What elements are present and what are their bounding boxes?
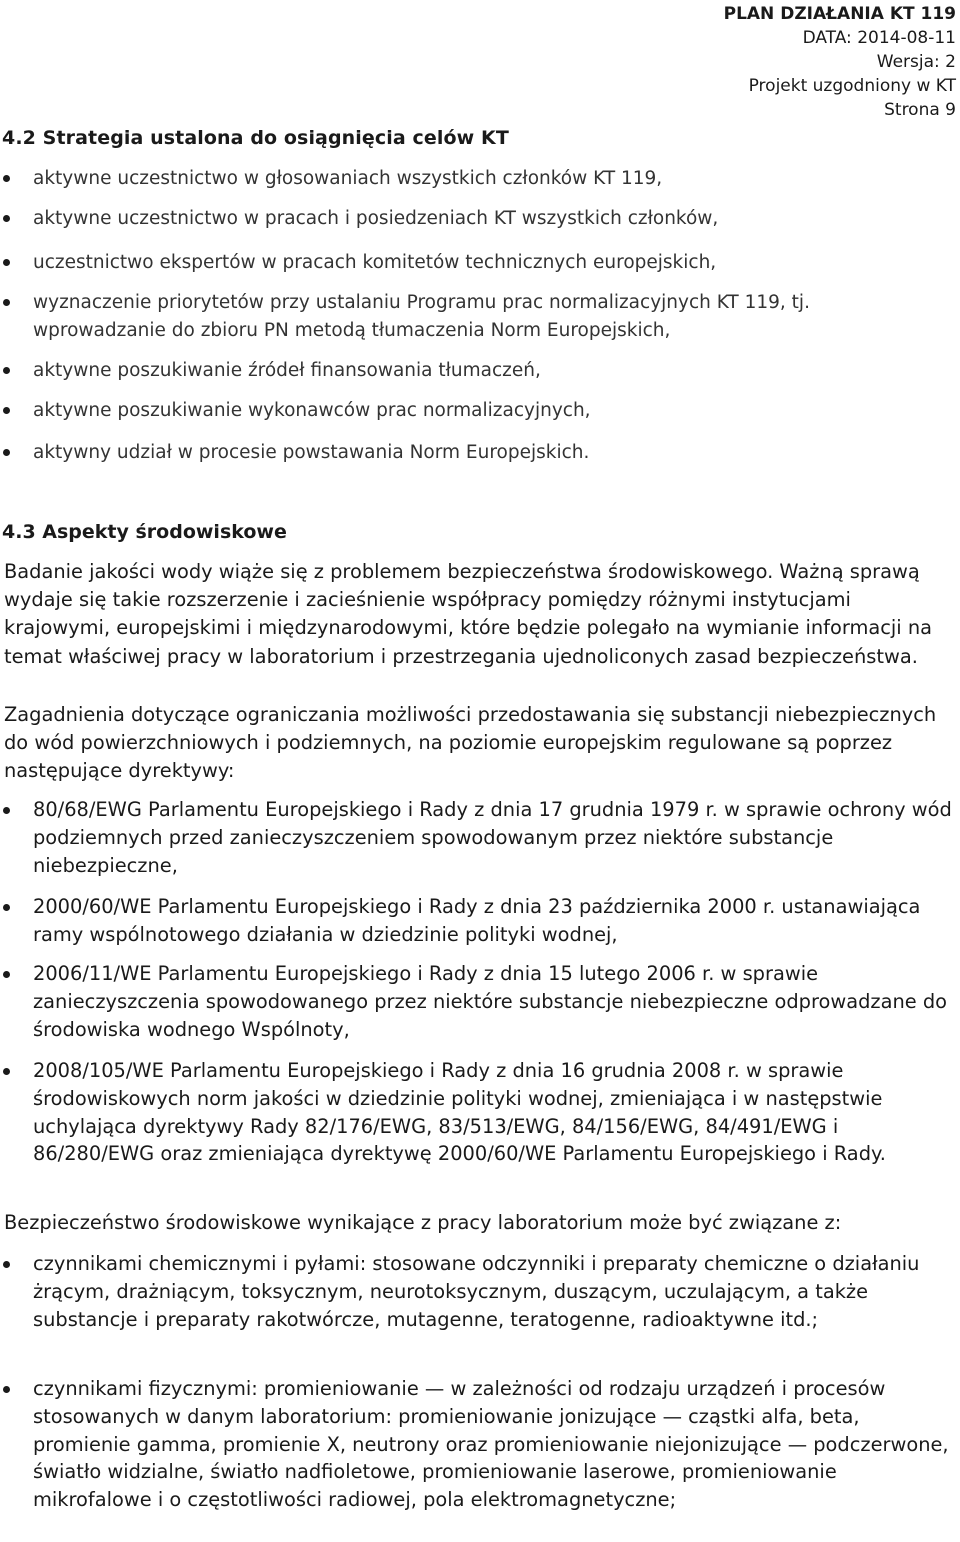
bullet-icon <box>3 1261 10 1268</box>
bullet-icon <box>3 904 10 911</box>
list-item: 80/68/EWG Parlamentu Europejskiego i Rady z dnia 17 grudnia 1979 r. w sprawie ochrony wód podziemnych przed zanieczyszczeniem spowodowanym przez niektóre substancje niebezpieczne, <box>0 796 960 879</box>
strategy-continuation: wprowadzanie do zbioru PN metodą tłumaczenia Norm Europejskich, <box>33 320 671 341</box>
environment-paragraph-3: Bezpieczeństwo środowiskowe wynikające z pracy laboratorium może być związane z: <box>4 1211 842 1234</box>
bullet-icon <box>3 175 10 182</box>
list-item: 2006/11/WE Parlamentu Europejskiego i Rady z dnia 15 lutego 2006 r. w sprawie zanieczyszczenia spowodowanego przez niektóre substancje niebezpieczne odprowadzane do środowiska wodnego Wspólnoty, <box>0 960 960 1043</box>
document-date: DATA: 2014-08-11 <box>802 28 956 48</box>
bullet-icon <box>3 1068 10 1075</box>
section-42-heading: 4.2 Strategia ustalona do osiągnięcia celów KT <box>2 127 509 149</box>
bullet-icon <box>3 449 10 456</box>
section-43-heading: 4.3 Aspekty środowiskowe <box>2 521 287 543</box>
bullet-icon <box>3 407 10 414</box>
list-item: czynnikami fizycznymi: promieniowanie — w zależności od rodzaju urządzeń i procesów stosowanych w danym laboratorium: promieniowanie jonizujące — cząstki alfa, beta, promienie gamma, promienie X, neutrony oraz promieniowanie niejonizujące — podczerwone, światło widzialne, światło nadfioletowe, promieniowanie laserowe, promieniowanie mikrofalowe i o częstotliwości radiowej, pola elektromagnetyczne; <box>0 1375 960 1514</box>
bullet-icon <box>3 299 10 306</box>
page-number: Strona 9 <box>884 100 956 120</box>
bullet-icon <box>3 367 10 374</box>
list-item: 2008/105/WE Parlamentu Europejskiego i Rady z dnia 16 grudnia 2008 r. w sprawie środowiskowych norm jakości w dziedzinie polityki wodnej, zmieniająca i w następstwie uchylająca dyrektywy Rady 82/176/EWG, 83/513/EWG, 84/156/EWG, 84/491/EWG i 86/280/EWG oraz zmieniająca dyrektywę 2000/60/WE Parlamentu Europejskiego i Rady. <box>0 1057 960 1168</box>
environment-paragraph-2: Zagadnienia dotyczące ograniczania możliwości przedostawania się substancji niebezpiecznych do wód powierzchniowych i podziemnych, na poziomie europejskim regulowane są poprzez następujące dyrektywy: <box>4 703 937 783</box>
list-item: czynnikami chemicznymi i pyłami: stosowane odczynniki i preparaty chemiczne o działaniu żrącym, drażniącym, toksycznym, neurotoksycznym, duszącym, uczulającym, a także substancje i preparaty rakotwórcze, mutagenne, teratogenne, radioaktywne itd.; <box>0 1250 960 1333</box>
list-item: 2000/60/WE Parlamentu Europejskiego i Rady z dnia 23 października 2000 r. ustanawiająca ramy wspólnotowego działania w dziedzinie polityki wodnej, <box>0 893 960 949</box>
environment-paragraph-1: Badanie jakości wody wiąże się z problemem bezpieczeństwa środowiskowego. Ważną sprawą wydaje się takie rozszerzenie i zacieśnienie współpracy pomiędzy różnymi instytucjami krajowymi, europejskimi i międzynarodowymi, które będzie polegało na wymianie informacji na temat właściwej pracy w laboratorium i przestrzegania ujednoliconych zasad bezpieczeństwa. <box>4 560 932 668</box>
document-status: Projekt uzgodniony w KT <box>748 76 956 96</box>
bullet-icon <box>3 215 10 222</box>
bullet-icon <box>3 971 10 978</box>
document-version: Wersja: 2 <box>876 52 956 72</box>
bullet-icon <box>3 1386 10 1393</box>
plan-title: PLAN DZIAŁANIA KT 119 <box>723 4 956 24</box>
bullet-icon <box>3 259 10 266</box>
document-header <box>724 2 956 122</box>
bullet-icon <box>3 807 10 814</box>
